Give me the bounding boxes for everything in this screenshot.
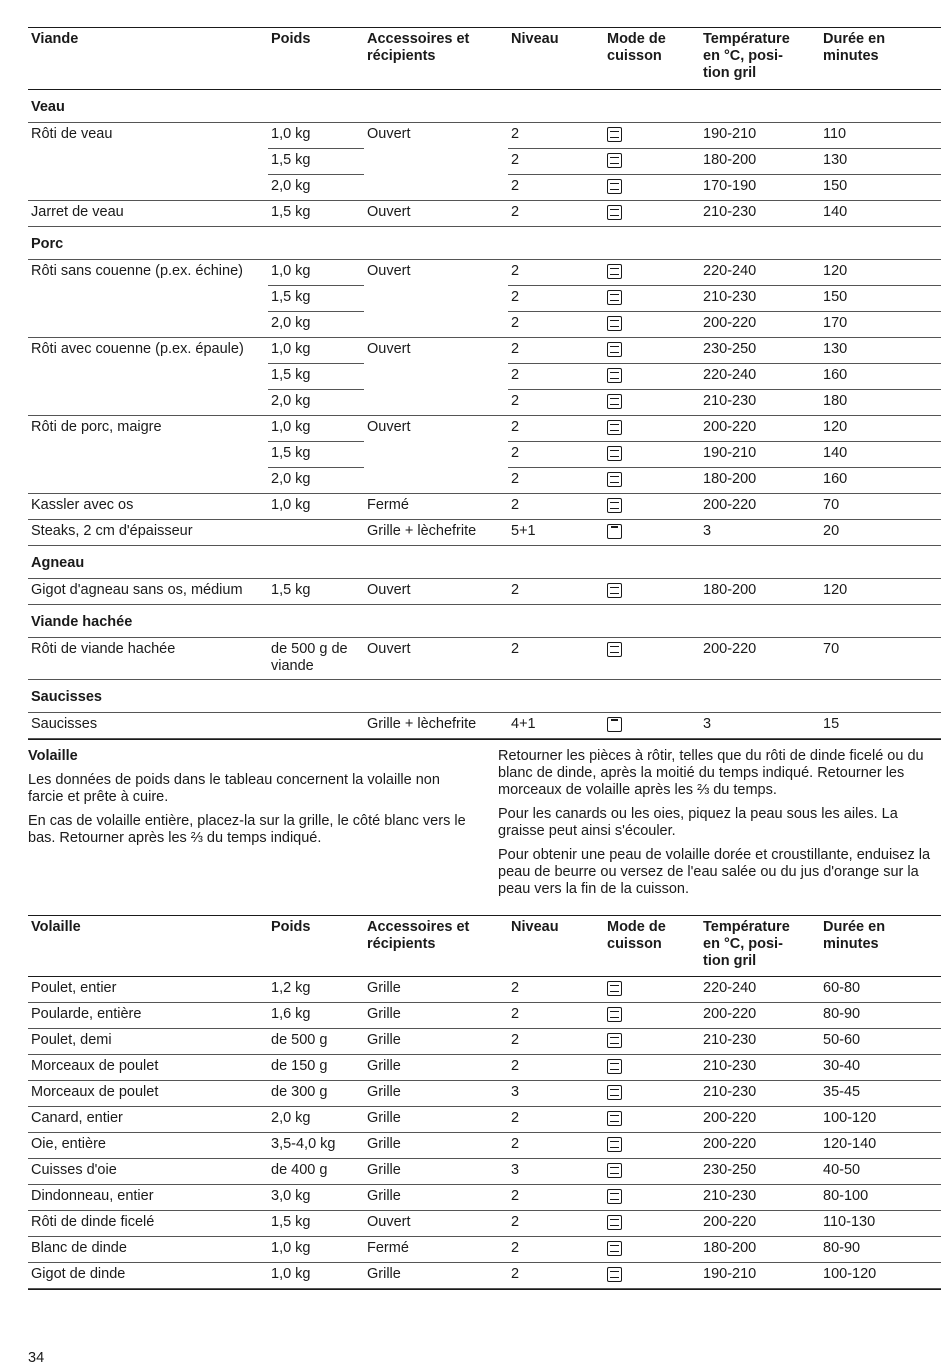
duration-cell: 140 (823, 445, 848, 461)
name-cell: Gigot de dinde (31, 1266, 126, 1282)
level-cell: 2 (511, 341, 520, 357)
table-row (28, 1107, 941, 1133)
top-bottom-heat-icon (607, 1033, 622, 1048)
row-divider (28, 1288, 941, 1289)
table-row (28, 312, 941, 338)
name-cell: Oie, entière (31, 1136, 106, 1152)
level-cell: 3 (511, 1084, 520, 1100)
accessory-cell: Ouvert (367, 263, 411, 279)
duration-cell: 180 (823, 393, 848, 409)
table-row (28, 1003, 941, 1029)
weight-cell: 1,5 kg (271, 445, 311, 461)
weight-cell: de 300 g (271, 1084, 328, 1100)
table-row (28, 442, 941, 468)
page-number: 34 (28, 1350, 45, 1366)
duration-cell: 130 (823, 341, 848, 357)
accessory-cell: Grille (367, 1110, 401, 1126)
temperature-cell: 200-220 (703, 419, 757, 435)
section-header (28, 546, 941, 579)
name-cell: Jarret de veau (31, 204, 124, 220)
duration-cell: 30-40 (823, 1058, 861, 1074)
top-bottom-heat-icon (607, 1137, 622, 1152)
section-header (28, 605, 941, 638)
weight-cell: 1,0 kg (271, 263, 311, 279)
level-cell: 2 (511, 126, 520, 142)
mode-cell (607, 1136, 622, 1157)
name-cell: Poulet, demi (31, 1032, 112, 1048)
temperature-cell: 200-220 (703, 1214, 757, 1230)
mode-cell (607, 1162, 622, 1183)
name-cell: Cuisses d'oie (31, 1162, 117, 1178)
mode-cell (607, 393, 622, 414)
duration-cell: 80-90 (823, 1240, 861, 1256)
top-bottom-heat-icon (607, 472, 622, 487)
level-cell: 2 (511, 289, 520, 305)
level-cell: 2 (511, 419, 520, 435)
level-cell: 2 (511, 152, 520, 168)
level-cell: 2 (511, 497, 520, 513)
duration-cell: 15 (823, 716, 840, 732)
mode-cell (607, 152, 622, 173)
table-header (28, 27, 941, 90)
mode-cell (607, 1084, 622, 1105)
name-cell: Steaks, 2 cm d'épaisseur (31, 523, 193, 539)
duration-cell: 120 (823, 263, 848, 279)
column-header-temperature: Température en °C, posi-tion gril (703, 31, 790, 81)
table-row (28, 520, 941, 546)
table-row (28, 149, 941, 175)
top-bottom-heat-icon (607, 498, 622, 513)
name-cell: Gigot d'agneau sans os, médium (31, 582, 243, 598)
name-cell: Saucisses (31, 716, 98, 732)
poultry-table (28, 915, 941, 1290)
weight-cell: 1,0 kg (271, 126, 311, 142)
weight-cell: 1,5 kg (271, 582, 311, 598)
temperature-cell: 210-230 (703, 1084, 757, 1100)
duration-cell: 110 (823, 126, 847, 142)
grill-mode-icon (607, 717, 622, 732)
section-title: Veau (31, 99, 65, 115)
table-row (28, 977, 941, 1003)
top-bottom-heat-icon (607, 446, 622, 461)
column-header-duration: Durée en minutes (823, 919, 886, 952)
mode-cell (607, 367, 622, 388)
mode-cell (607, 641, 622, 662)
row-divider (28, 738, 941, 739)
temperature-cell: 210-230 (703, 289, 757, 305)
name-cell: Morceaux de poulet (31, 1084, 159, 1100)
note-paragraph: En cas de volaille entière, placez-la sur la grille, le côté blanc vers le bas. Retourner après les ⅔ du temps indiqué. (28, 813, 466, 846)
weight-cell: de 400 g (271, 1162, 328, 1178)
poultry-heading: Volaille (28, 748, 78, 764)
level-cell: 2 (511, 980, 520, 996)
level-cell: 2 (511, 641, 520, 657)
level-cell: 2 (511, 1058, 520, 1074)
weight-cell: 2,0 kg (271, 178, 311, 194)
column-header-level: Niveau (511, 31, 559, 47)
weight-cell: de 500 g de viande (271, 641, 348, 674)
column-header-weight: Poids (271, 31, 311, 47)
weight-cell: 1,0 kg (271, 1240, 311, 1256)
level-cell: 2 (511, 315, 520, 331)
table-row (28, 416, 941, 442)
accessory-cell: Ouvert (367, 1214, 411, 1230)
level-cell: 2 (511, 1136, 520, 1152)
top-bottom-heat-icon (607, 205, 622, 220)
accessory-cell: Ouvert (367, 419, 411, 435)
column-header-duration: Durée en minutes (823, 31, 886, 64)
poultry-notes-left (28, 748, 468, 854)
level-cell: 2 (511, 445, 520, 461)
weight-cell: 3,0 kg (271, 1188, 311, 1204)
temperature-cell: 220-240 (703, 980, 757, 996)
level-cell: 2 (511, 1032, 520, 1048)
level-cell: 2 (511, 1006, 520, 1022)
mode-cell (607, 1058, 622, 1079)
column-header-name: Viande (31, 31, 79, 47)
section-title: Agneau (31, 555, 85, 571)
section-header (28, 90, 941, 123)
column-header-accessory: Accessoires et récipients (367, 919, 470, 952)
accessory-cell: Ouvert (367, 204, 411, 220)
table-row (28, 1055, 941, 1081)
accessory-cell: Ouvert (367, 582, 411, 598)
table-row (28, 579, 941, 605)
top-bottom-heat-icon (607, 316, 622, 331)
accessory-cell: Fermé (367, 497, 409, 513)
temperature-cell: 3 (703, 716, 712, 732)
top-bottom-heat-icon (607, 1241, 622, 1256)
section-title: Porc (31, 236, 64, 252)
mode-cell (607, 471, 622, 492)
duration-cell: 150 (823, 178, 848, 194)
temperature-cell: 200-220 (703, 315, 757, 331)
meat-table (28, 27, 941, 740)
temperature-cell: 230-250 (703, 1162, 757, 1178)
accessory-cell: Grille (367, 1162, 401, 1178)
duration-cell: 170 (823, 315, 848, 331)
mode-cell (607, 1006, 622, 1027)
mode-cell (607, 1214, 622, 1235)
weight-cell: 1,5 kg (271, 1214, 311, 1230)
table-row (28, 364, 941, 390)
temperature-cell: 220-240 (703, 367, 757, 383)
weight-cell: 1,6 kg (271, 1006, 311, 1022)
name-cell: Dindonneau, entier (31, 1188, 154, 1204)
table-row (28, 1081, 941, 1107)
top-bottom-heat-icon (607, 1215, 622, 1230)
duration-cell: 80-100 (823, 1188, 869, 1204)
mode-cell (607, 716, 622, 737)
temperature-cell: 230-250 (703, 341, 757, 357)
mode-cell (607, 341, 622, 362)
temperature-cell: 170-190 (703, 178, 757, 194)
accessory-cell: Ouvert (367, 641, 411, 657)
temperature-cell: 190-210 (703, 445, 757, 461)
accessory-cell: Grille + lèchefrite (367, 523, 477, 539)
weight-cell: 1,0 kg (271, 1266, 311, 1282)
temperature-cell: 180-200 (703, 1240, 757, 1256)
level-cell: 2 (511, 1188, 520, 1204)
weight-cell: 2,0 kg (271, 393, 311, 409)
weight-cell: de 150 g (271, 1058, 328, 1074)
mode-cell (607, 1266, 622, 1287)
top-bottom-heat-icon (607, 1007, 622, 1022)
name-cell: Morceaux de poulet (31, 1058, 159, 1074)
table-row (28, 713, 941, 740)
note-paragraph: Les données de poids dans le tableau concernent la volaille non farcie et prête à cuire. (28, 772, 440, 805)
level-cell: 2 (511, 1240, 520, 1256)
poultry-notes-right (498, 748, 941, 905)
level-cell: 2 (511, 204, 520, 220)
section-title: Saucisses (31, 689, 102, 705)
mode-cell (607, 582, 622, 603)
name-cell: Rôti de dinde ficelé (31, 1214, 155, 1230)
table-row (28, 1237, 941, 1263)
name-cell: Rôti avec couenne (p.ex. épaule) (31, 341, 244, 357)
temperature-cell: 220-240 (703, 263, 757, 279)
weight-cell: 1,5 kg (271, 204, 311, 220)
top-bottom-heat-icon (607, 394, 622, 409)
table-row (28, 338, 941, 364)
duration-cell: 120 (823, 419, 848, 435)
mode-cell (607, 1240, 622, 1261)
level-cell: 2 (511, 178, 520, 194)
accessory-cell: Ouvert (367, 126, 411, 142)
temperature-cell: 210-230 (703, 393, 757, 409)
column-header-accessory: Accessoires et récipients (367, 31, 470, 64)
table-row (28, 1211, 941, 1237)
top-bottom-heat-icon (607, 264, 622, 279)
column-header-mode: Mode de cuisson (607, 919, 666, 952)
table-row (28, 123, 941, 149)
mode-cell (607, 497, 622, 518)
level-cell: 2 (511, 471, 520, 487)
accessory-cell: Grille (367, 1188, 401, 1204)
mode-cell (607, 289, 622, 310)
column-header-name: Volaille (31, 919, 81, 935)
top-bottom-heat-icon (607, 583, 622, 598)
level-cell: 2 (511, 1110, 520, 1126)
level-cell: 2 (511, 1214, 520, 1230)
grill-mode-icon (607, 524, 622, 539)
top-bottom-heat-icon (607, 642, 622, 657)
table-row (28, 1263, 941, 1290)
name-cell: Canard, entier (31, 1110, 123, 1126)
level-cell: 5+1 (511, 523, 536, 539)
weight-cell: 1,0 kg (271, 341, 311, 357)
table-row (28, 1159, 941, 1185)
top-bottom-heat-icon (607, 127, 622, 142)
weight-cell: de 500 g (271, 1032, 328, 1048)
top-bottom-heat-icon (607, 1085, 622, 1100)
accessory-cell: Grille (367, 1032, 401, 1048)
weight-cell: 2,0 kg (271, 315, 311, 331)
table-row (28, 638, 941, 680)
name-cell: Rôti de viande hachée (31, 641, 176, 657)
top-bottom-heat-icon (607, 368, 622, 383)
temperature-cell: 200-220 (703, 1006, 757, 1022)
level-cell: 2 (511, 1266, 520, 1282)
column-header-temperature: Température en °C, posi-tion gril (703, 919, 790, 969)
temperature-cell: 180-200 (703, 582, 757, 598)
weight-cell: 3,5-4,0 kg (271, 1136, 336, 1152)
temperature-cell: 190-210 (703, 1266, 757, 1282)
top-bottom-heat-icon (607, 342, 622, 357)
temperature-cell: 210-230 (703, 1058, 757, 1074)
name-cell: Rôti sans couenne (p.ex. échine) (31, 263, 243, 279)
table-row (28, 201, 941, 227)
duration-cell: 120 (823, 582, 848, 598)
mode-cell (607, 315, 622, 336)
name-cell: Rôti de veau (31, 126, 113, 142)
temperature-cell: 200-220 (703, 1136, 757, 1152)
section-header (28, 227, 941, 260)
table-row (28, 390, 941, 416)
duration-cell: 120-140 (823, 1136, 877, 1152)
mode-cell (607, 445, 622, 466)
duration-cell: 35-45 (823, 1084, 861, 1100)
duration-cell: 150 (823, 289, 848, 305)
duration-cell: 130 (823, 152, 848, 168)
accessory-cell: Grille (367, 1084, 401, 1100)
weight-cell: 1,0 kg (271, 419, 311, 435)
accessory-cell: Grille (367, 1058, 401, 1074)
note-paragraph: Pour les canards ou les oies, piquez la peau sous les ailes. La graisse peut ainsi s'écouler. (498, 806, 898, 839)
column-header-weight: Poids (271, 919, 311, 935)
mode-cell (607, 419, 622, 440)
table-row (28, 286, 941, 312)
duration-cell: 80-90 (823, 1006, 861, 1022)
name-cell: Poularde, entière (31, 1006, 142, 1022)
level-cell: 2 (511, 582, 520, 598)
name-cell: Poulet, entier (31, 980, 117, 996)
temperature-cell: 180-200 (703, 471, 757, 487)
weight-cell: 2,0 kg (271, 471, 311, 487)
temperature-cell: 3 (703, 523, 712, 539)
accessory-cell: Grille + lèchefrite (367, 716, 477, 732)
top-bottom-heat-icon (607, 981, 622, 996)
name-cell: Blanc de dinde (31, 1240, 127, 1256)
level-cell: 2 (511, 367, 520, 383)
note-paragraph: Retourner les pièces à rôtir, telles que du rôti de dinde ficelé ou du blanc de dinde, après la moitié du temps indiqué. Retourner les morceaux de volaille après les ⅔ du temps. (498, 748, 924, 798)
mode-cell (607, 178, 622, 199)
top-bottom-heat-icon (607, 1189, 622, 1204)
table-row (28, 260, 941, 286)
weight-cell: 1,5 kg (271, 367, 311, 383)
mode-cell (607, 1032, 622, 1053)
level-cell: 4+1 (511, 716, 536, 732)
mode-cell (607, 1188, 622, 1209)
temperature-cell: 200-220 (703, 497, 757, 513)
top-bottom-heat-icon (607, 153, 622, 168)
note-paragraph: Pour obtenir une peau de volaille dorée et croustillante, enduisez la peau de beurre ou versez de l'eau salée ou du jus d'orange sur la peau vers la fin de la cuisson. (498, 847, 931, 897)
duration-cell: 100-120 (823, 1110, 877, 1126)
mode-cell (607, 1110, 622, 1131)
table-row (28, 175, 941, 201)
accessory-cell: Grille (367, 1266, 401, 1282)
table-row (28, 494, 941, 520)
temperature-cell: 210-230 (703, 1188, 757, 1204)
duration-cell: 20 (823, 523, 840, 539)
column-header-mode: Mode de cuisson (607, 31, 666, 64)
temperature-cell: 200-220 (703, 1110, 757, 1126)
temperature-cell: 210-230 (703, 204, 757, 220)
duration-cell: 160 (823, 471, 848, 487)
temperature-cell: 190-210 (703, 126, 757, 142)
accessory-cell: Grille (367, 1006, 401, 1022)
duration-cell: 110-130 (823, 1214, 876, 1230)
weight-cell: 1,0 kg (271, 497, 311, 513)
table-row (28, 1133, 941, 1159)
duration-cell: 100-120 (823, 1266, 877, 1282)
duration-cell: 140 (823, 204, 848, 220)
duration-cell: 60-80 (823, 980, 861, 996)
table-header (28, 915, 941, 977)
weight-cell: 2,0 kg (271, 1110, 311, 1126)
duration-cell: 160 (823, 367, 848, 383)
level-cell: 2 (511, 393, 520, 409)
temperature-cell: 180-200 (703, 152, 757, 168)
table-row (28, 468, 941, 494)
weight-cell: 1,5 kg (271, 289, 311, 305)
top-bottom-heat-icon (607, 179, 622, 194)
table-row (28, 1185, 941, 1211)
accessory-cell: Grille (367, 980, 401, 996)
level-cell: 3 (511, 1162, 520, 1178)
top-bottom-heat-icon (607, 1267, 622, 1282)
duration-cell: 70 (823, 497, 840, 513)
temperature-cell: 210-230 (703, 1032, 757, 1048)
section-header (28, 680, 941, 713)
mode-cell (607, 523, 622, 544)
temperature-cell: 200-220 (703, 641, 757, 657)
table-row (28, 1029, 941, 1055)
top-bottom-heat-icon (607, 1163, 622, 1178)
accessory-cell: Fermé (367, 1240, 409, 1256)
section-title: Viande hachée (31, 614, 133, 630)
mode-cell (607, 126, 622, 147)
mode-cell (607, 263, 622, 284)
duration-cell: 50-60 (823, 1032, 861, 1048)
mode-cell (607, 204, 622, 225)
weight-cell: 1,5 kg (271, 152, 311, 168)
name-cell: Rôti de porc, maigre (31, 419, 162, 435)
top-bottom-heat-icon (607, 290, 622, 305)
mode-cell (607, 980, 622, 1001)
top-bottom-heat-icon (607, 420, 622, 435)
column-header-level: Niveau (511, 919, 559, 935)
accessory-cell: Ouvert (367, 341, 411, 357)
name-cell: Kassler avec os (31, 497, 134, 513)
top-bottom-heat-icon (607, 1111, 622, 1126)
weight-cell: 1,2 kg (271, 980, 311, 996)
duration-cell: 40-50 (823, 1162, 861, 1178)
duration-cell: 70 (823, 641, 840, 657)
level-cell: 2 (511, 263, 520, 279)
accessory-cell: Grille (367, 1136, 401, 1152)
top-bottom-heat-icon (607, 1059, 622, 1074)
